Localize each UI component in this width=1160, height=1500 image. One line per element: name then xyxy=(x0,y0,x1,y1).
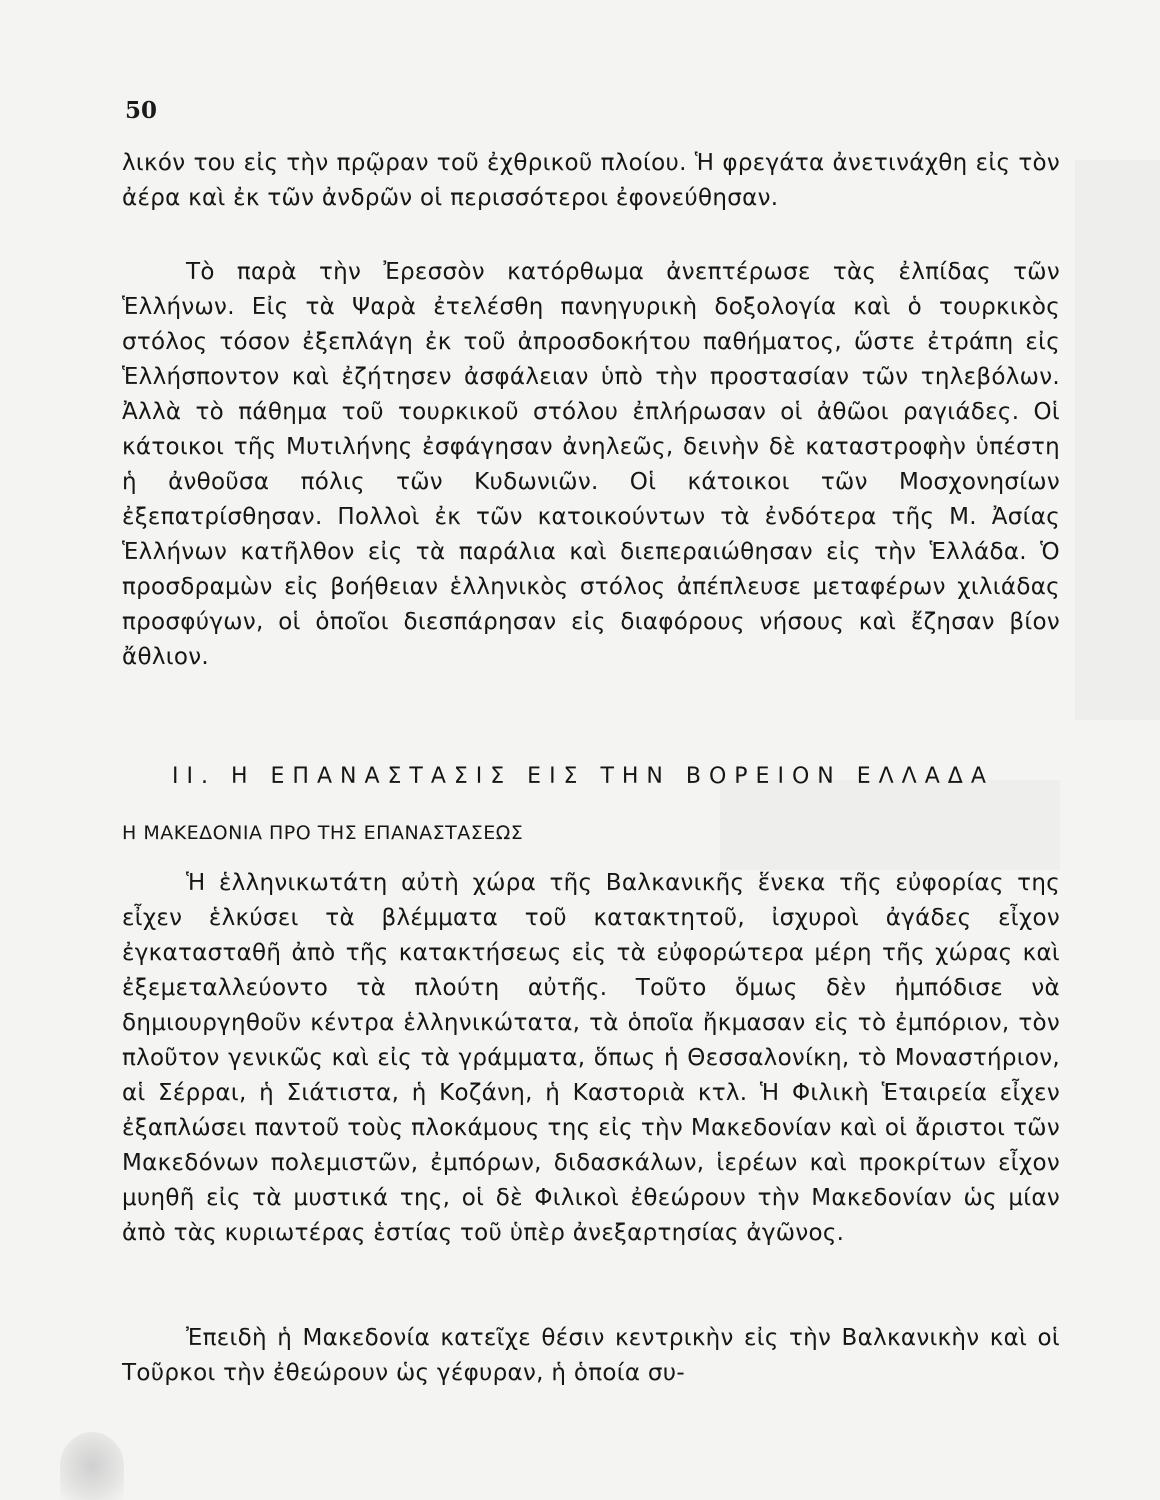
show-through-shadow xyxy=(1075,160,1160,720)
paragraph: λικόν του εἰς τὴν πρῷραν τοῦ ἐχθρικοῦ πλοίου. Ἡ φρεγάτα ἀνετινάχθη εἰς τὸν ἀέρα καὶ ἐκ τῶν ἀνδρῶν οἱ περισσότεροι ἐφονεύθησαν. xyxy=(122,150,1060,211)
page-number: 50 xyxy=(125,97,158,124)
scan-smudge xyxy=(60,1432,124,1500)
paragraph: Ἐπειδὴ ἡ Μακεδονία κατεῖχε θέσιν κεντρικὴν εἰς τὴν Βαλκανικὴν καὶ οἱ Τοῦρκοι τὴν ἐθεώρουν ὡς γέφυραν, ἡ ὁποία συ- xyxy=(122,1325,1060,1386)
section-heading: II. Η ΕΠΑΝΑΣΤΑΣΙΣ ΕΙΣ ΤΗΝ ΒΟΡΕΙΟΝ ΕΛΛΑΔΑ xyxy=(172,764,994,789)
show-through-shadow xyxy=(720,780,1060,870)
paragraph: Τὸ παρὰ τὴν Ἐρεσσὸν κατόρθωμα ἀνεπτέρωσε τὰς ἐλπίδας τῶν Ἑλλήνων. Εἰς τὰ Ψαρὰ ἐτελέσθη πανηγυρικὴ δοξολογία καὶ ὁ τουρκικὸς στόλος τόσον ἐξεπλάγη ἐκ τοῦ ἀπροσδοκήτου παθήματος, ὥστε ἐτράπη εἰς Ἑλλήσποντον καὶ ἐζήτησεν ἀσφάλειαν ὑπὸ τὴν προστασίαν τῶν τηλεβόλων. Ἀλλὰ τὸ πάθημα τοῦ τουρκικοῦ στόλου ἐπλήρωσαν οἱ ἀθῶοι ραγιάδες. Οἱ κάτοικοι τῆς Μυτιλήνης ἐσφάγησαν ἀνηλεῶς, δεινὴν δὲ καταστροφὴν ὑπέστη ἡ ἀνθοῦσα πόλις τῶν Κυδωνιῶν. Οἱ κάτοικοι τῶν Μοσχονησίων ἐξεπατρίσθησαν. Πολλοὶ ἐκ τῶν κατοικούντων τὰ ἐνδότερα τῆς Μ. Ἀσίας Ἑλλήνων κατῆλθον εἰς τὰ παράλια καὶ διεπεραιώθησαν εἰς τὴν Ἑλλάδα. Ὁ προσδραμὼν εἰς βοήθειαν ἑλληνικὸς στόλος ἀπέπλευσε μεταφέρων χιλιάδας προσφύγων, οἱ ὁποῖοι διεσπάρησαν εἰς διαφόρους νήσους καὶ ἔζησαν βίον ἄθλιον. xyxy=(122,259,1060,670)
sub-heading: Η ΜΑΚΕΔΟΝΙΑ ΠΡΟ ΤΗΣ ΕΠΑΝΑΣΤΑΣΕΩΣ xyxy=(122,822,524,844)
paragraph: Ἡ ἑλληνικωτάτη αὐτὴ χώρα τῆς Βαλκανικῆς ἕνεκα τῆς εὐφορίας της εἶχεν ἑλκύσει τὰ βλέμματα τοῦ κατακτητοῦ, ἰσχυροὶ ἀγάδες εἶχον ἐγκατασταθῆ ἀπὸ τῆς κατακτήσεως εἰς τὰ εὐφορώτερα μέρη τῆς χώρας καὶ ἐξεμεταλλεύοντο τὰ πλούτη αὐτῆς. Τοῦτο ὅμως δὲν ἠμπόδισε νὰ δημιουργηθοῦν κέντρα ἑλληνικώτατα, τὰ ὁποῖα ἤκμασαν εἰς τὸ ἐμπόριον, τὸν πλοῦτον γενικῶς καὶ εἰς τὰ γράμματα, ὅπως ἡ Θεσσαλονίκη, τὸ Μοναστήριον, αἱ Σέρραι, ἡ Σιάτιστα, ἡ Κοζάνη, ἡ Καστοριὰ κτλ. Ἡ Φιλικὴ Ἑταιρεία εἶχεν ἐξαπλώσει παντοῦ τοὺς πλοκάμους της εἰς τὴν Μακεδονίαν καὶ οἱ ἄριστοι τῶν Μακεδόνων πολεμιστῶν, ἐμπόρων, διδασκάλων, ἱερέων καὶ προκρίτων εἶχον μυηθῆ εἰς τὰ μυστικά της, οἱ δὲ Φιλικοὶ ἐθεώρουν τὴν Μακεδονίαν ὡς μίαν ἀπὸ τὰς κυριωτέρας ἑστίας τοῦ ὑπὲρ ἀνεξαρτησίας ἀγῶνος. xyxy=(122,870,1060,1246)
